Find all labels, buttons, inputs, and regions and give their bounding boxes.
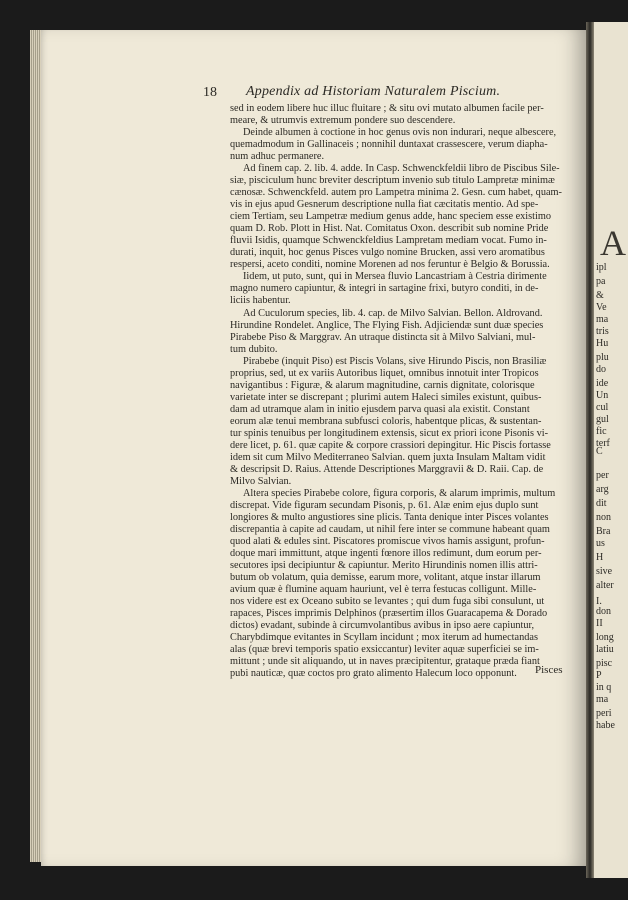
facing-page-fragment: in q — [596, 682, 612, 693]
facing-page-fragment: ma — [596, 694, 609, 705]
facing-page — [594, 22, 628, 878]
facing-page-fragment: II — [596, 618, 603, 629]
facing-page-fragment: Bra — [596, 526, 611, 537]
facing-page-fragment: pa — [596, 276, 606, 287]
text-line: discrepat. Vide figuram secundam Pisonis, p. 61. Alæ enim ejus duplo sunt — [230, 499, 539, 511]
text-line: butum ob volatum, quia demisse, earum more, volitant, atque instar illarum — [230, 572, 541, 584]
facing-page-fragment: I. — [596, 596, 602, 607]
facing-page-fragment: arg — [596, 484, 609, 495]
facing-page-fragment: long — [596, 632, 614, 643]
text-line: longiores & multo angustiores sine plicis. Tanta denique inter Pisces volantes — [230, 512, 549, 524]
text-line: tum dubito. — [230, 343, 278, 355]
text-line: avium quæ è flumine aquam hauriunt, vel è terra festucas colligunt. Mille- — [230, 584, 537, 596]
text-line: dere licet, p. 61. quæ capite & corpore crassiori depingitur. Hic Piscis fortasse — [230, 439, 551, 451]
text-line: doque mari immittunt, atque ingenti fœnore illos redimunt, dum eorum per- — [230, 548, 542, 560]
page-number: 18 — [203, 85, 217, 100]
facing-page-fragment: ide — [596, 378, 609, 389]
text-line: respersi, aceto conditi, nomine Morenen ad nos feruntur è Belgio & Borussia. — [230, 259, 550, 271]
text-line: discrepantia à capite ad caudam, ut nihil fere inter se commune habeant quam — [230, 524, 550, 536]
text-line: proprius, sed, ut ex variis Autoribus liquet, omnibus innotuit inter Tropicos — [230, 367, 539, 379]
text-line: Milvo Salvian. — [230, 475, 292, 487]
facing-page-fragment: Un — [596, 390, 609, 401]
facing-page-fragment: A — [600, 223, 626, 263]
facing-page-fragment: & — [596, 290, 604, 301]
facing-page-fragment: do — [596, 364, 606, 375]
facing-page-fragment: cul — [596, 402, 609, 413]
facing-page-fragment: latiu — [596, 644, 614, 655]
facing-page-fragment: habe — [596, 720, 615, 731]
text-line: pubi nauticæ, quæ coctos pro grato alimento Halecum loco opponunt. — [230, 668, 517, 680]
text-line: secutores ipsi decipiuntur & capiuntur. Merito Hirundinis nomen illis attri- — [230, 560, 538, 572]
text-line: Ad Cuculorum species, lib. 4. cap. de Milvo Salvian. Bellon. Aldrovand. — [243, 307, 543, 319]
text-line: vis in ejus apud Gesnerum descriptione nulla fiat cæcitatis mentio. Ad spe- — [230, 199, 539, 211]
facing-page-fragment: tris — [596, 326, 609, 337]
text-line: eorum alæ tenui membrana subfusci coloris, habentque plicas, & sustentan- — [230, 415, 542, 427]
facing-page-fragment: gul — [596, 414, 609, 425]
text-line: nos videre est ex Oceano subito se levantes ; qui dum fuga sibi consulunt, ut — [230, 596, 545, 608]
facing-page-fragment: alter — [596, 580, 614, 591]
text-line: meare, & utrumvis extremum pondere suo descendere. — [230, 115, 456, 127]
text-line: dictos) evadant, subinde à circumvolantibus avibus in ipso aere capiuntur, — [230, 620, 535, 632]
facing-page-fragment: Hu — [596, 338, 609, 349]
text-line: tur spinis tenuibus per longitudinem extensis, sicut ex priori icone Pisonis vi- — [230, 427, 549, 439]
text-line: ciem Tertiam, seu Lampetræ medium genus adde, hanc speciem esse existimo — [230, 211, 552, 223]
facing-page-fragment: us — [596, 538, 605, 549]
text-line: quam D. Rob. Plott in Hist. Nat. Comitatus Oxon. describit sub nomine Pride — [230, 223, 549, 235]
facing-page-fragment: plu — [596, 352, 609, 363]
facing-page-fragment: ipl — [596, 262, 607, 273]
facing-page-fragment: P — [596, 670, 602, 681]
text-line: varietate inter se discrepant ; plurimi autem Haleci similes existunt, quibus- — [230, 391, 542, 403]
text-line: num adhuc permanere. — [230, 151, 325, 163]
facing-page-fragment: peri — [596, 708, 612, 719]
text-line: durati, inquit, hoc genus Pisces vulgo nomine Brucken, assi vero aromatibus — [230, 247, 545, 259]
facing-page-fragment: pisc — [596, 658, 613, 669]
text-line: alas (quæ brevi temporis spatio exsiccantur) leviter aquæ superficiei se im- — [230, 644, 539, 656]
text-line: Pirabebe Piso & Marggrav. An utraque distincta sit à Milvo Salviani, mul- — [230, 331, 536, 343]
facing-page-fragment: don — [596, 606, 611, 617]
text-line: rapaces, Pisces imprimis Delphinos (præsertim illos Guaracapema & Dorado — [230, 608, 548, 620]
text-line: sed in eodem libere huc illuc fluitare ; & situ ovi mutato albumen facile per- — [230, 103, 544, 114]
text-line: magno numero capiuntur, & integri in sartagine frixi, butyro conditi, in de- — [230, 283, 539, 295]
facing-page-fragment: C — [596, 446, 603, 457]
running-head: Appendix ad Historiam Naturalem Piscium. — [246, 84, 501, 99]
facing-page-fragment: non — [596, 512, 611, 523]
facing-page-fragment: ma — [596, 314, 609, 325]
text-line: Charybdimque evitantes in Scyllam incidunt ; mox iterum ad humectandas — [230, 632, 538, 644]
text-line: cænosæ. Schwenckfeld. autem pro Lampetra minima 2. Gesn. cum habet, quam- — [230, 187, 562, 199]
text-line: navigantibus : Figuræ, & alarum magnitudine, carnis dignitate, colorisque — [230, 379, 535, 391]
facing-page-fragment: terf — [596, 438, 610, 449]
text-line: quemadmodum in Gallinaceis ; nonnihil duntaxat crassescere, verum diapha- — [230, 139, 548, 151]
book-gutter — [586, 22, 594, 878]
catchword: Pisces — [535, 664, 563, 676]
facing-page-fragment: fic — [596, 426, 607, 437]
text-line: idem sit cum Milvo Mediterraneo Salvian. quem juxta Insulam Maltam vidit — [230, 451, 546, 463]
text-line: siæ, pisciculum hunc breviter descriptum invenio sub titulo Lampretæ minimæ — [230, 175, 555, 187]
text-line: Hirundine Rondelet. Anglice, The Flying Fish. Adjiciendæ sunt duæ species — [230, 319, 544, 331]
text-line: Ad finem cap. 2. lib. 4. adde. In Casp. Schwenckfeldii libro de Piscibus Sile- — [243, 163, 560, 175]
text-line: & descripsit D. Raius. Attende Descriptiones Marggravii & D. Raii. Cap. de — [230, 463, 544, 475]
text-line: Iidem, ut puto, sunt, qui in Mersea fluvio Lancastriam à Cestria dirimente — [243, 271, 547, 283]
text-line: Altera species Pirabebe colore, figura corporis, & alarum imprimis, multum — [243, 487, 556, 499]
text-line: liciis habentur. — [230, 295, 291, 307]
facing-page-fragment: sive — [596, 566, 613, 577]
text-line: quod alati & edules sint. Piscatores promiscue vivos hamis assigunt, profun- — [230, 536, 545, 548]
text-line: dam ad utramque alam in initio ejusdem parva quasi ala existit. Constant — [230, 403, 530, 415]
text-line: Pirabebe (inquit Piso) est Piscis Volans, sive Hirundo Piscis, non Brasiliæ — [243, 355, 547, 367]
text-line: mittunt ; unde sit aliquando, ut in naves præcipitentur, grataque præda fiant — [230, 656, 540, 668]
facing-page-fragment: per — [596, 470, 609, 481]
facing-page-fragment: Ve — [596, 302, 607, 313]
text-line: Deinde albumen à coctione in hoc genus ovis non indurari, neque albescere, — [243, 127, 557, 139]
facing-page-fragment: dit — [596, 498, 607, 509]
facing-page-fragment: H — [596, 552, 604, 563]
text-line: fluvii Isidis, quamque Schwenckfeldius Lampretam mediam vocat. Fumo in- — [230, 235, 547, 247]
